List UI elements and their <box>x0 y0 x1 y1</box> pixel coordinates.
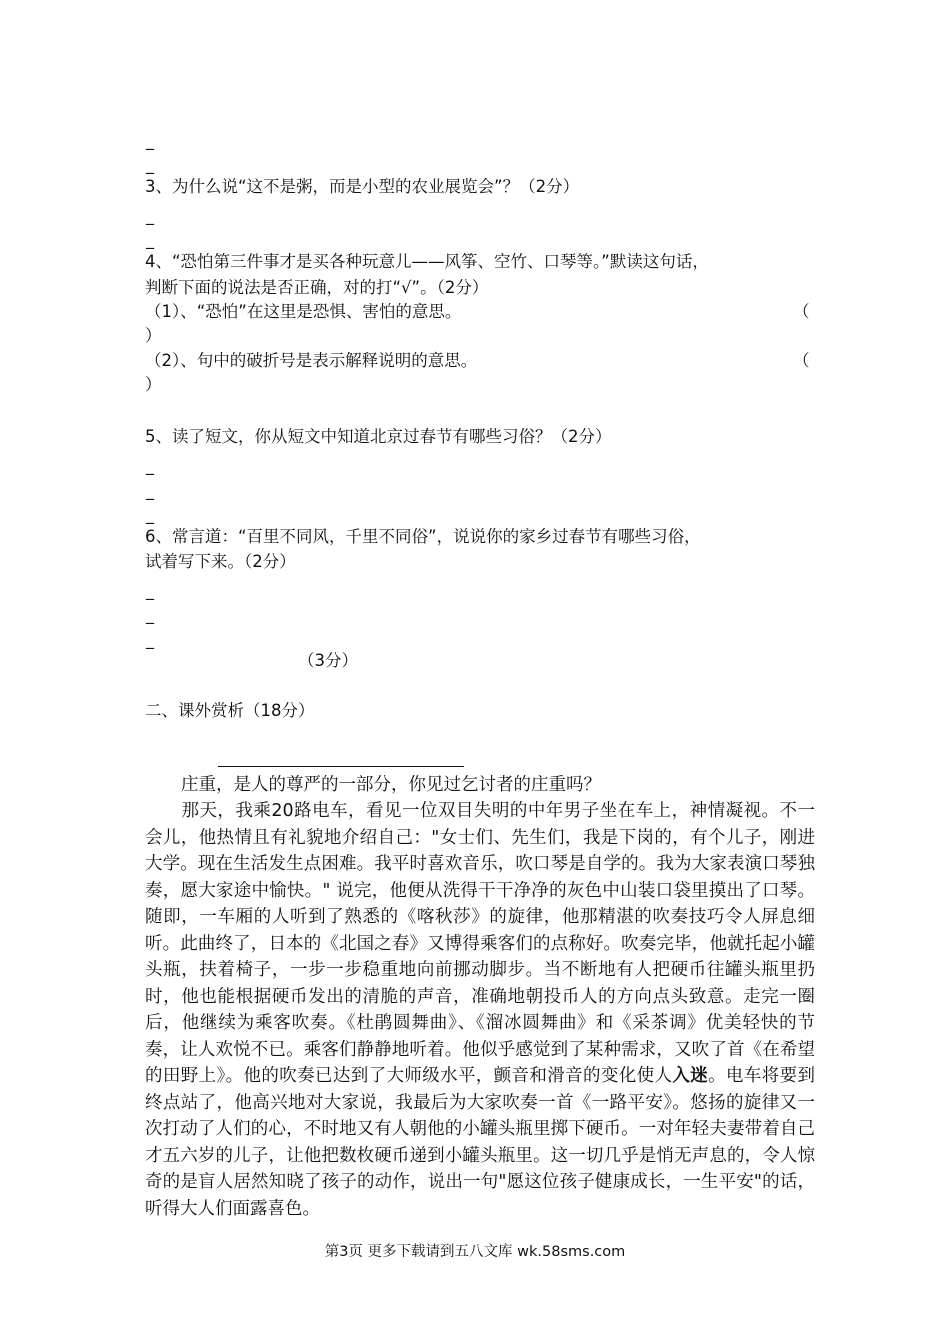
answer-blank-line: _ <box>146 581 154 600</box>
question-5: 5、读了短文，你从短文中知道北京过春节有哪些习俗？（2分） <box>145 427 612 446</box>
passage-paragraph-1 <box>145 772 815 799</box>
question-4-item2: （2）、句中的破折号是表示解释说明的意思。 <box>145 351 478 370</box>
passage-title-blank[interactable] <box>218 766 464 767</box>
question-6-line1: 6、常言道：“百里不同风，千里不同俗”，说说你的家乡过春节有哪些习俗， <box>145 527 701 546</box>
score-label: （3分） <box>298 651 358 670</box>
answer-blank-line: _ <box>146 630 154 649</box>
question-4-item1: （1）、“恐怕”在这里是恐惧、害怕的意思。 <box>145 302 462 321</box>
passage-bold-word: 入迷 <box>672 1066 709 1086</box>
passage-text: 。电车将要到终点站了，他高兴地对大家说，我最后为大家吹奏一首《一路平安》。悠扬的旋律又一次打动了人们的心，不时地又有人朝他的小罐头瓶里掷下硬币。一对年轻夫妻带着自己才五六岁的儿子，让他把数枚硬币递到小罐头瓶里。这一切几乎是悄无声息的，令人惊奇的是盲人居然知晓了孩子的动作，说出一句"愿这位孩子健康成长，一生平安"的话，听得大人们面露喜色。 <box>145 1066 816 1219</box>
answer-paren-open[interactable]: （ <box>793 302 810 321</box>
answer-blank-line: _ <box>146 605 154 624</box>
passage-paragraph-2 <box>145 798 815 1222</box>
question-3: 3、为什么说“这不是粥，而是小型的农业展览会”？（2分） <box>145 177 580 196</box>
question-6-line2: 试着写下来。（2分） <box>145 552 296 571</box>
answer-paren-close: ） <box>145 375 162 394</box>
answer-blank-line: _ <box>146 230 154 249</box>
question-4-line2: 判断下面的说法是否正确，对的打“√”。（2分） <box>145 278 489 297</box>
answer-blank-line: _ <box>146 505 154 524</box>
section-heading: 二、课外赏析（18分） <box>145 701 315 720</box>
answer-blank-line: _ <box>146 206 154 225</box>
answer-paren-open[interactable]: （ <box>793 351 810 370</box>
answer-blank-line: _ <box>146 481 154 500</box>
passage-text: 庄重，是人的尊严的一部分，你见过乞讨者的庄重吗？ <box>181 775 601 795</box>
answer-blank-line: _ <box>146 456 154 475</box>
question-4-line1: 4、“恐怕第三件事才是买各种玩意儿——风筝、空竹、口琴等。”默读这句话， <box>145 252 709 271</box>
passage-text: 那天，我乘20路电车，看见一位双目失明的中年男子坐在车上，神情凝视。不一会儿，他热情且有礼貌地介绍自己："女士们、先生们，我是下岗的，有个儿子，刚进大学。现在生活发生点困难。我平时喜欢音乐，吹口琴是自学的。我为大家表演口琴独奏，愿大家途中愉快。" 说完，他便从洗得干干净净的灰色中山装口袋里摸出了口琴。随即，一车厢的人听到了熟悉的《喀秋莎》的旋律，他那精湛的吹奏技巧令人屏息细听。此曲终了，日本的《北国之春》又博得乘客们的点称好。吹奏完毕，他就托起小罐头瓶，扶着椅子，一步一步稳重地向前挪动脚步。当不断地有人把硬币往罐头瓶里扔时，他也能根据硬币发出的清脆的声音，准确地朝投币人的方向点头致意。走完一圈后，他继续为乘客吹奏。《杜鹃圆舞曲》、《溜冰圆舞曲》和《采茶调》优美轻快的节奏，让人欢悦不已。乘客们静静地听着。他似乎感觉到了某种需求，又吹了首《在希望的田野上》。他的吹奏已达到了大师级水平，颤音和滑音的变化使人 <box>145 801 815 1086</box>
page-footer: 第3页 更多下载请到五八文库 wk.58sms.com <box>324 1244 626 1260</box>
answer-blank-line: _ <box>146 155 154 174</box>
answer-paren-close: ） <box>145 326 162 345</box>
answer-blank-line: _ <box>146 131 154 150</box>
